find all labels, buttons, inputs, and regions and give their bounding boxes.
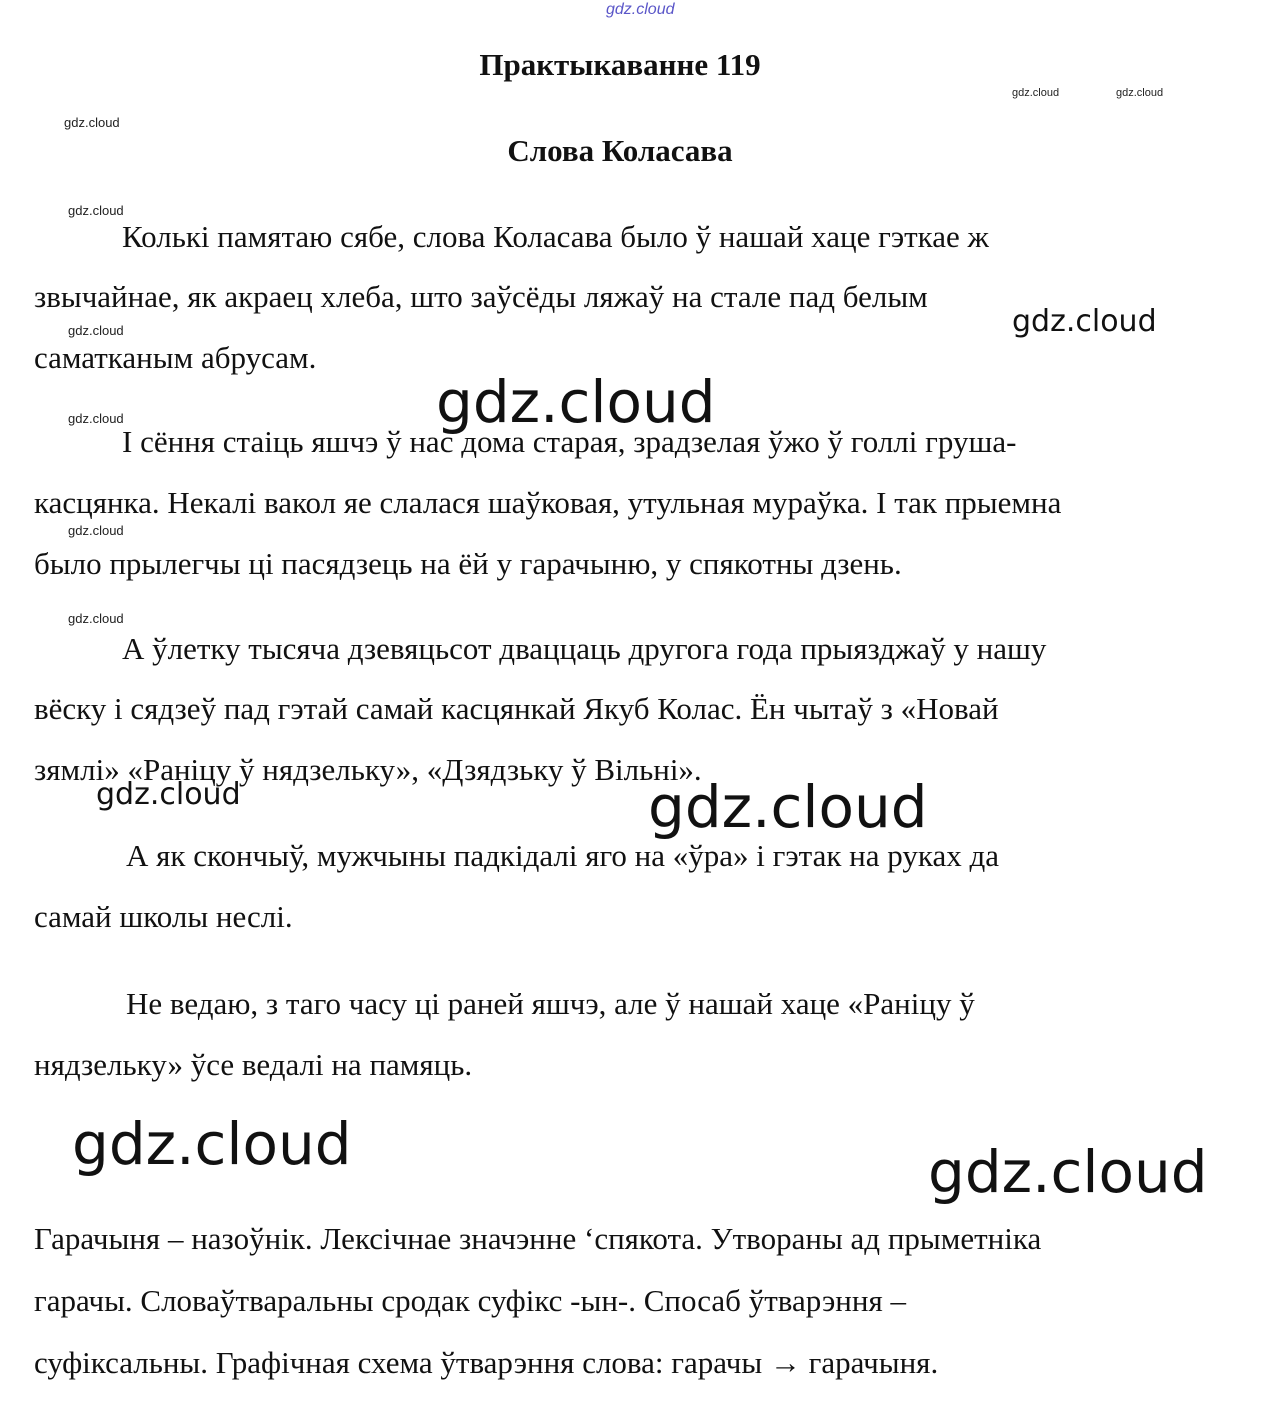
watermark-large: gdz.cloud <box>436 368 716 436</box>
watermark-small: gdz.cloud <box>1012 87 1060 99</box>
text-line: гарачы. Словаўтваральны сродак суфікс -ын-. Спосаб ўтварэння – <box>34 1283 906 1318</box>
text-line: А як скончыў, мужчыны падкідалі яго на «ўра» і гэтак на руках да <box>126 838 999 873</box>
watermark-small: gdz.cloud <box>64 115 120 130</box>
text-line: А ўлетку тысяча дзевяцьсот дваццаць другога года прыязджаў у нашу <box>122 631 1047 666</box>
text-line: Колькі памятаю сябе, слова Коласава было ў нашай хаце гэткае ж <box>122 219 989 254</box>
page-subtitle: Слова Коласава <box>507 133 733 168</box>
text-line: звычайнае, як акраец хлеба, што заўсёды ляжаў на стале пад белым <box>34 279 928 314</box>
watermark-small: gdz.cloud <box>68 611 124 626</box>
watermark-large: gdz.cloud <box>72 1110 352 1178</box>
watermark-small: gdz.cloud <box>68 523 124 538</box>
watermark-small: gdz.cloud <box>68 203 124 218</box>
text-line: вёску і сядзеў пад гэтай самай касцянкай Якуб Колас. Ён чытаў з «Новай <box>34 691 999 726</box>
text-line: Гарачыня – назоўнік. Лексічнае значэнне ‘спякота. Утвораны ад прыметніка <box>34 1221 1042 1256</box>
text-line: Не ведаю, з таго часу ці раней яшчэ, але ў нашай хаце «Раніцу ў <box>126 986 975 1021</box>
text-line: нядзельку» ўсе ведалі на памяць. <box>34 1047 473 1082</box>
watermark-medium: gdz.cloud <box>1012 304 1157 339</box>
text-line: касцянка. Некалі вакол яе слалася шаўковая, утульная мураўка. І так прыемна <box>34 485 1062 520</box>
text-line: саматканым абрусам. <box>34 340 317 375</box>
text-line: І сёння стаіць яшчэ ў нас дома старая, зрадзелая ўжо ў голлі груша- <box>122 424 1017 459</box>
text-line: было прылегчы ці пасядзець на ёй у гарачыню, у спякотны дзень. <box>34 546 902 581</box>
text-line: самай школы неслі. <box>34 899 293 934</box>
watermark-medium: gdz.cloud <box>96 777 241 812</box>
page-title: Практыкаванне 119 <box>479 47 761 82</box>
watermark-small: gdz.cloud <box>68 411 124 426</box>
watermark-large: gdz.cloud <box>928 1138 1208 1206</box>
watermark-small: gdz.cloud <box>1116 87 1164 99</box>
watermark-small: gdz.cloud <box>68 323 124 338</box>
text-line: суфіксальны. Графічная схема ўтварэння слова: гарачы → гарачыня. <box>34 1345 939 1380</box>
watermark-top: gdz.cloud <box>606 1 675 18</box>
text-line: зямлі» «Раніцу ў нядзельку», «Дзядзьку ў Вільні». <box>34 752 702 787</box>
watermark-large: gdz.cloud <box>648 773 928 841</box>
